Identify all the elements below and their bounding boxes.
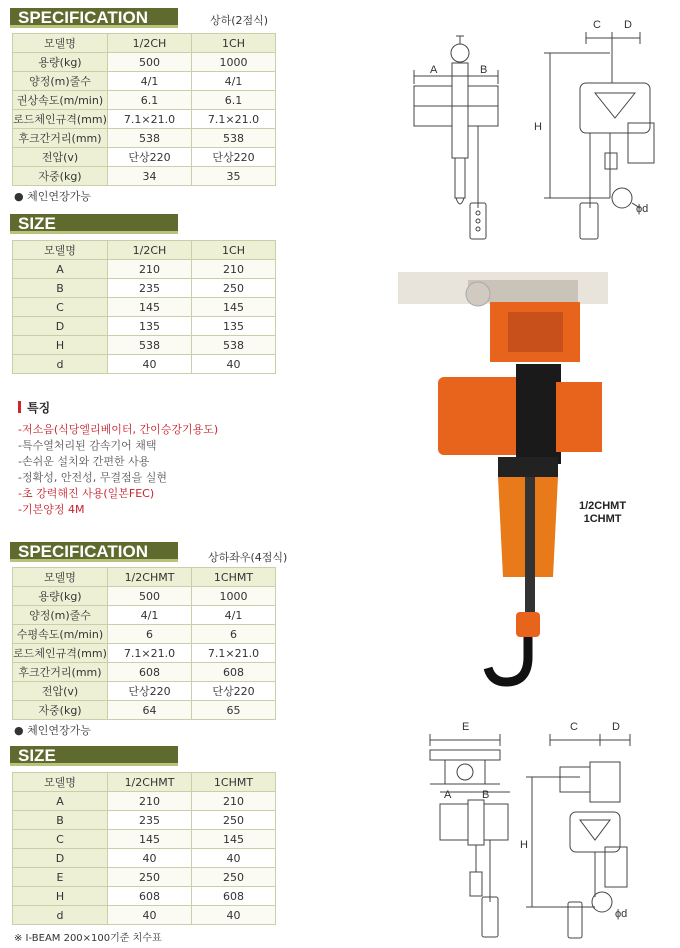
- spec2-note-text: 체인연장가능: [27, 724, 91, 737]
- dim-bot-a: A: [444, 789, 452, 801]
- table-row: [13, 317, 276, 336]
- size2-table: [12, 772, 276, 925]
- table-value-cell: 608: [192, 663, 276, 682]
- dim-bot-h: H: [520, 839, 528, 851]
- spec1-table: [12, 33, 276, 186]
- table-label-cell: 수평속도(m/min): [13, 625, 108, 644]
- table-value-cell: 145: [108, 298, 192, 317]
- table-value-cell: 7.1×21.0: [192, 110, 276, 129]
- table-label-cell: d: [13, 906, 108, 925]
- drawing-bottom: [420, 712, 670, 944]
- table-row: [13, 792, 276, 811]
- table-row: [13, 830, 276, 849]
- table-value-cell: 135: [192, 317, 276, 336]
- table-value-cell: 135: [108, 317, 192, 336]
- table-row: [13, 868, 276, 887]
- dim-bot-e: E: [462, 721, 470, 733]
- table-value-cell: 40: [108, 355, 192, 374]
- table-value-cell: 145: [108, 830, 192, 849]
- table-value-cell: 1000: [192, 587, 276, 606]
- table-header-cell: 모델명: [13, 34, 108, 53]
- table-header-row: [13, 773, 276, 792]
- features-title: [18, 399, 50, 416]
- table-value-cell: 250: [192, 279, 276, 298]
- table-label-cell: H: [13, 336, 108, 355]
- table-value-cell: 40: [192, 355, 276, 374]
- product-label-line1: 1/2CHMT: [579, 500, 627, 512]
- table-header-cell: 1CHMT: [192, 568, 276, 587]
- table-row: [13, 587, 276, 606]
- table-value-cell: 6.1: [108, 91, 192, 110]
- table-row: [13, 606, 276, 625]
- feature-item: -기본양정 4M: [18, 503, 85, 516]
- table-value-cell: 35: [192, 167, 276, 186]
- table-label-cell: E: [13, 868, 108, 887]
- table-label-cell: A: [13, 792, 108, 811]
- table-value-cell: 538: [192, 336, 276, 355]
- table-value-cell: 4/1: [192, 72, 276, 91]
- dim-bot-phid: ϕd: [615, 908, 628, 920]
- dim-top-d: D: [624, 19, 632, 31]
- table-row: [13, 701, 276, 720]
- spec1-header: SPECIFICATION: [10, 8, 178, 28]
- table-value-cell: 4/1: [108, 72, 192, 91]
- feature-item: -손쉬운 설치와 간편한 사용: [18, 455, 150, 468]
- table-value-cell: 6: [192, 625, 276, 644]
- table-label-cell: A: [13, 260, 108, 279]
- table-value-cell: 40: [192, 849, 276, 868]
- table-label-cell: 자중(kg): [13, 701, 108, 720]
- table-label-cell: H: [13, 887, 108, 906]
- table-label-cell: D: [13, 317, 108, 336]
- table-header-cell: 모델명: [13, 241, 108, 260]
- table-header-row: [13, 241, 276, 260]
- table-row: [13, 906, 276, 925]
- table-header-cell: 1/2CHMT: [108, 773, 192, 792]
- table-label-cell: B: [13, 279, 108, 298]
- table-header-row: [13, 34, 276, 53]
- table-value-cell: 250: [108, 868, 192, 887]
- table-label-cell: 용량(kg): [13, 587, 108, 606]
- feature-item: -정확성, 안전성, 무결점을 실현: [18, 471, 167, 484]
- table-row: [13, 644, 276, 663]
- table-value-cell: 1000: [192, 53, 276, 72]
- table-row: [13, 663, 276, 682]
- table-label-cell: 자중(kg): [13, 167, 108, 186]
- table-value-cell: 40: [108, 849, 192, 868]
- features-title-text: 특징: [27, 401, 51, 415]
- drawing-top: [400, 8, 670, 248]
- dim-top-a: A: [430, 64, 438, 76]
- table-value-cell: 210: [108, 260, 192, 279]
- spec1-note-text: 체인연장가능: [27, 190, 91, 203]
- dim-bot-d: D: [612, 721, 620, 733]
- table-value-cell: 250: [192, 868, 276, 887]
- table-value-cell: 538: [108, 336, 192, 355]
- table-value-cell: 210: [192, 792, 276, 811]
- feature-item: -특수열처리된 감속기어 채택: [18, 439, 157, 452]
- features-bar: [18, 401, 21, 413]
- table-value-cell: 64: [108, 701, 192, 720]
- table-row: [13, 129, 276, 148]
- table-label-cell: 양정(m)줄수: [13, 606, 108, 625]
- product-label-line2: 1CHMT: [583, 513, 622, 525]
- table-value-cell: 500: [108, 587, 192, 606]
- table-header-cell: 1/2CH: [108, 34, 192, 53]
- spec1-note: ● 체인연장가능: [14, 190, 91, 203]
- table-value-cell: 4/1: [192, 606, 276, 625]
- spec1-subtitle: 상하(2점식): [210, 14, 269, 27]
- table-label-cell: 권상속도(m/min): [13, 91, 108, 110]
- table-row: [13, 148, 276, 167]
- size2-header: SIZE: [10, 746, 178, 766]
- table-header-cell: 1/2CHMT: [108, 568, 192, 587]
- table-header-cell: 1CHMT: [192, 773, 276, 792]
- table-value-cell: 34: [108, 167, 192, 186]
- table-value-cell: 7.1×21.0: [192, 644, 276, 663]
- table-label-cell: 로드체인규격(mm): [13, 644, 108, 663]
- table-value-cell: 250: [192, 811, 276, 830]
- table-row: [13, 91, 276, 110]
- table-value-cell: 6: [108, 625, 192, 644]
- table-row: [13, 110, 276, 129]
- spec2-table: [12, 567, 276, 720]
- table-value-cell: 235: [108, 279, 192, 298]
- dim-bot-c: C: [570, 721, 578, 733]
- table-value-cell: 210: [108, 792, 192, 811]
- size2-footnote: ※ I-BEAM 200×100기준 치수표: [14, 933, 162, 944]
- table-value-cell: 7.1×21.0: [108, 644, 192, 663]
- spec2-subtitle: 상하좌우(4점식): [208, 551, 288, 564]
- table-value-cell: 235: [108, 811, 192, 830]
- table-row: [13, 279, 276, 298]
- table-header-cell: 1/2CH: [108, 241, 192, 260]
- table-value-cell: 608: [108, 887, 192, 906]
- table-label-cell: 양정(m)줄수: [13, 72, 108, 91]
- table-row: [13, 355, 276, 374]
- table-value-cell: 538: [108, 129, 192, 148]
- table-row: [13, 260, 276, 279]
- table-value-cell: 4/1: [108, 606, 192, 625]
- table-value-cell: 40: [108, 906, 192, 925]
- table-header-row: [13, 568, 276, 587]
- spec2-header: SPECIFICATION: [10, 542, 178, 562]
- table-row: [13, 811, 276, 830]
- dim-bot-b: B: [482, 789, 490, 801]
- table-label-cell: B: [13, 811, 108, 830]
- table-row: [13, 298, 276, 317]
- table-header-cell: 모델명: [13, 568, 108, 587]
- table-value-cell: 145: [192, 830, 276, 849]
- table-value-cell: 210: [192, 260, 276, 279]
- table-value-cell: 단상220: [108, 682, 192, 701]
- table-row: [13, 53, 276, 72]
- table-row: [13, 72, 276, 91]
- table-row: [13, 887, 276, 906]
- size1-header: SIZE: [10, 214, 178, 234]
- dim-top-b: B: [480, 64, 488, 76]
- table-value-cell: 40: [192, 906, 276, 925]
- table-header-cell: 1CH: [192, 34, 276, 53]
- dim-top-h: H: [534, 121, 542, 133]
- table-label-cell: C: [13, 298, 108, 317]
- table-row: [13, 167, 276, 186]
- table-row: [13, 682, 276, 701]
- size1-table: [12, 240, 276, 374]
- table-label-cell: 전압(v): [13, 682, 108, 701]
- table-label-cell: 로드체인규격(mm): [13, 110, 108, 129]
- table-value-cell: 단상220: [192, 682, 276, 701]
- table-value-cell: 단상220: [192, 148, 276, 167]
- table-value-cell: 65: [192, 701, 276, 720]
- table-header-cell: 1CH: [192, 241, 276, 260]
- table-value-cell: 6.1: [192, 91, 276, 110]
- table-value-cell: 608: [192, 887, 276, 906]
- table-label-cell: 후크간거리(mm): [13, 129, 108, 148]
- table-value-cell: 538: [192, 129, 276, 148]
- table-row: [13, 849, 276, 868]
- hoist-photo: [398, 272, 608, 722]
- dim-top-c: C: [593, 19, 601, 31]
- table-row: [13, 336, 276, 355]
- table-label-cell: D: [13, 849, 108, 868]
- dim-top-phid: ϕd: [636, 203, 649, 215]
- table-row: [13, 625, 276, 644]
- table-label-cell: 용량(kg): [13, 53, 108, 72]
- product-label: [579, 500, 626, 526]
- spec2-note: ● 체인연장가능: [14, 724, 91, 737]
- table-label-cell: C: [13, 830, 108, 849]
- table-label-cell: 후크간거리(mm): [13, 663, 108, 682]
- table-value-cell: 단상220: [108, 148, 192, 167]
- feature-item: -저소음(식당엘리베이터, 간이승강기용도): [18, 423, 219, 436]
- table-label-cell: d: [13, 355, 108, 374]
- table-value-cell: 608: [108, 663, 192, 682]
- table-value-cell: 7.1×21.0: [108, 110, 192, 129]
- table-value-cell: 500: [108, 53, 192, 72]
- table-header-cell: 모델명: [13, 773, 108, 792]
- table-value-cell: 145: [192, 298, 276, 317]
- feature-item: -초 강력해진 사용(일본FEC): [18, 487, 155, 500]
- table-label-cell: 전압(v): [13, 148, 108, 167]
